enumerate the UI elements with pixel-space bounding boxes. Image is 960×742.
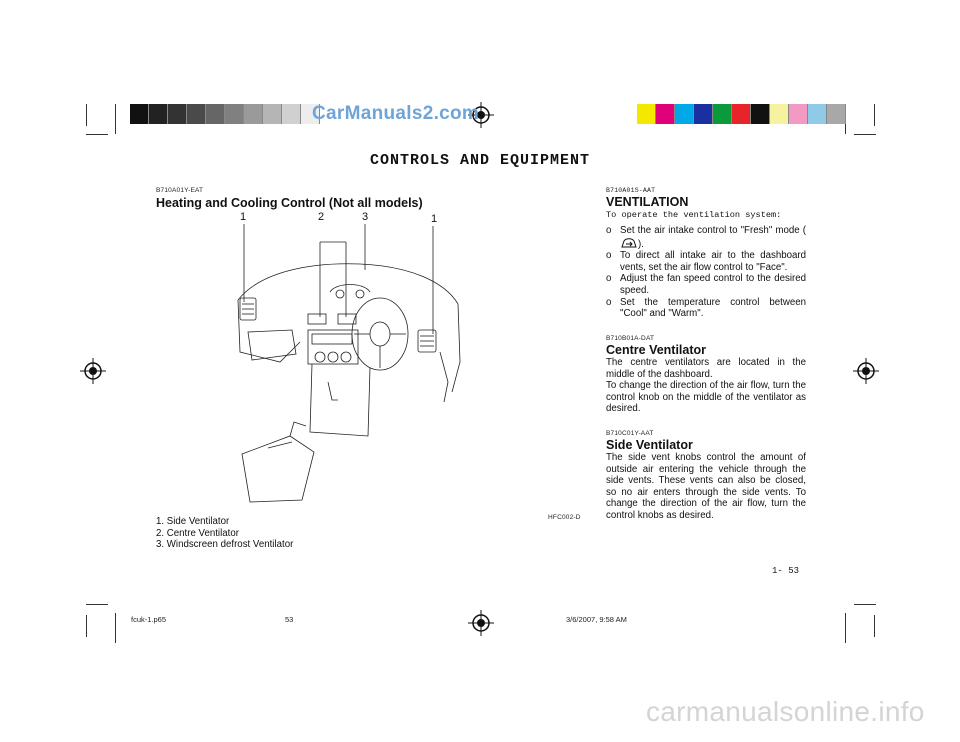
crop-mark: [115, 613, 116, 643]
calibration-swatch: [130, 104, 149, 124]
section-text: To change the direction of the air flow, turn the control knob on the middle of the ventilator as desired.: [606, 380, 806, 415]
section-code: B710A01Y-EAT: [156, 187, 204, 194]
legend-item: 2. Centre Ventilator: [156, 527, 239, 539]
calibration-swatch: [827, 104, 846, 124]
calibration-swatch: [637, 104, 656, 124]
footer-page: 53: [285, 615, 294, 624]
crop-mark: [854, 134, 876, 135]
crop-mark: [86, 104, 87, 126]
calibration-swatch: [225, 104, 244, 124]
section-heading: Side Ventilator: [606, 438, 693, 452]
section-text: The centre ventilators are located in the middle of the dashboard.: [606, 357, 806, 380]
bullet-marker: o: [606, 250, 612, 262]
watermark-bottom[interactable]: carmanualsonline.info: [646, 696, 925, 727]
bullet-text: To direct all intake air to the dashboard vents, set the air flow control to "Face".: [620, 250, 806, 273]
bullet-marker: o: [606, 273, 612, 285]
figure-code: HFC002-D: [548, 514, 581, 521]
calibration-swatch: [732, 104, 751, 124]
crop-mark: [115, 104, 116, 134]
calibration-swatch: [770, 104, 789, 124]
callout-number: 3: [362, 211, 369, 223]
section-code: B710B01A-DAT: [606, 335, 655, 342]
calibration-swatch: [282, 104, 301, 124]
watermark-top[interactable]: CarManuals2.com: [312, 103, 480, 124]
registration-mark-icon: [853, 358, 879, 384]
side-ventilator-section: [606, 430, 806, 522]
bullet-item: [606, 250, 806, 273]
section-code: B710A01S-AAT: [606, 187, 656, 194]
grayscale-calibration-bar: [130, 104, 320, 124]
section-subheading: To operate the ventilation system:: [606, 210, 782, 220]
registration-mark-icon: [80, 358, 106, 384]
calibration-swatch: [149, 104, 168, 124]
crop-mark: [86, 134, 108, 135]
page-number: 1- 53: [772, 566, 800, 576]
calibration-swatch: [808, 104, 827, 124]
bullet-text: Set the air intake control to "Fresh" mode (: [620, 225, 806, 236]
crop-mark: [874, 104, 875, 126]
bullet-item: [606, 297, 806, 320]
section-heading: VENTILATION: [606, 195, 689, 209]
calibration-swatch: [206, 104, 225, 124]
section-heading: Heating and Cooling Control (Not all models): [156, 196, 423, 210]
crop-mark: [86, 615, 87, 637]
legend-item: 1. Side Ventilator: [156, 516, 230, 527]
section-code: B710C01Y-AAT: [606, 430, 654, 437]
calibration-swatch: [713, 104, 732, 124]
legend-item: 3. Windscreen defrost Ventilator: [156, 539, 294, 551]
ventilation-section: [606, 187, 806, 320]
legend: [156, 516, 416, 551]
callout-number: 1: [240, 211, 247, 223]
calibration-swatch: [187, 104, 206, 124]
footer-date: 3/6/2007, 9:58 AM: [566, 615, 627, 624]
calibration-swatch: [263, 104, 282, 124]
bullet-item: [606, 225, 806, 250]
section-text: The side vent knobs control the amount of outside air entering the vehicle through the side vents. These vents can also be closed, so no air enters through the side vents. To change the direction of the air flow, turn the control knobs as desired.: [606, 452, 806, 521]
callout-number: 2: [318, 211, 325, 223]
crop-mark: [874, 615, 875, 637]
color-calibration-bar: [637, 104, 846, 124]
calibration-swatch: [656, 104, 675, 124]
calibration-swatch: [694, 104, 713, 124]
bullet-marker: o: [606, 296, 612, 308]
footer-file: fcuk-1.p65: [131, 615, 167, 624]
registration-mark-icon: [468, 610, 494, 636]
bullet-text-end: ).: [638, 238, 644, 250]
bullet-text: Adjust the fan speed control to the desired speed.: [620, 273, 806, 296]
bullet-text: Set the temperature control between "Cool" and "Warm".: [620, 296, 806, 320]
fresh-air-mode-icon: [620, 237, 638, 249]
crop-mark: [845, 613, 846, 643]
crop-mark: [86, 604, 108, 605]
centre-ventilator-section: [606, 335, 806, 415]
calibration-swatch: [675, 104, 694, 124]
calibration-swatch: [789, 104, 808, 124]
bullet-marker: o: [606, 225, 612, 236]
callout-number: 1: [431, 213, 438, 225]
calibration-swatch: [244, 104, 263, 124]
calibration-swatch: [168, 104, 187, 124]
calibration-swatch: [751, 104, 770, 124]
bullet-item: [606, 273, 806, 296]
section-heading: Centre Ventilator: [606, 343, 707, 357]
crop-mark: [854, 604, 876, 605]
page-title: CONTROLS AND EQUIPMENT: [369, 152, 591, 169]
dashboard-illustration: [220, 222, 470, 508]
